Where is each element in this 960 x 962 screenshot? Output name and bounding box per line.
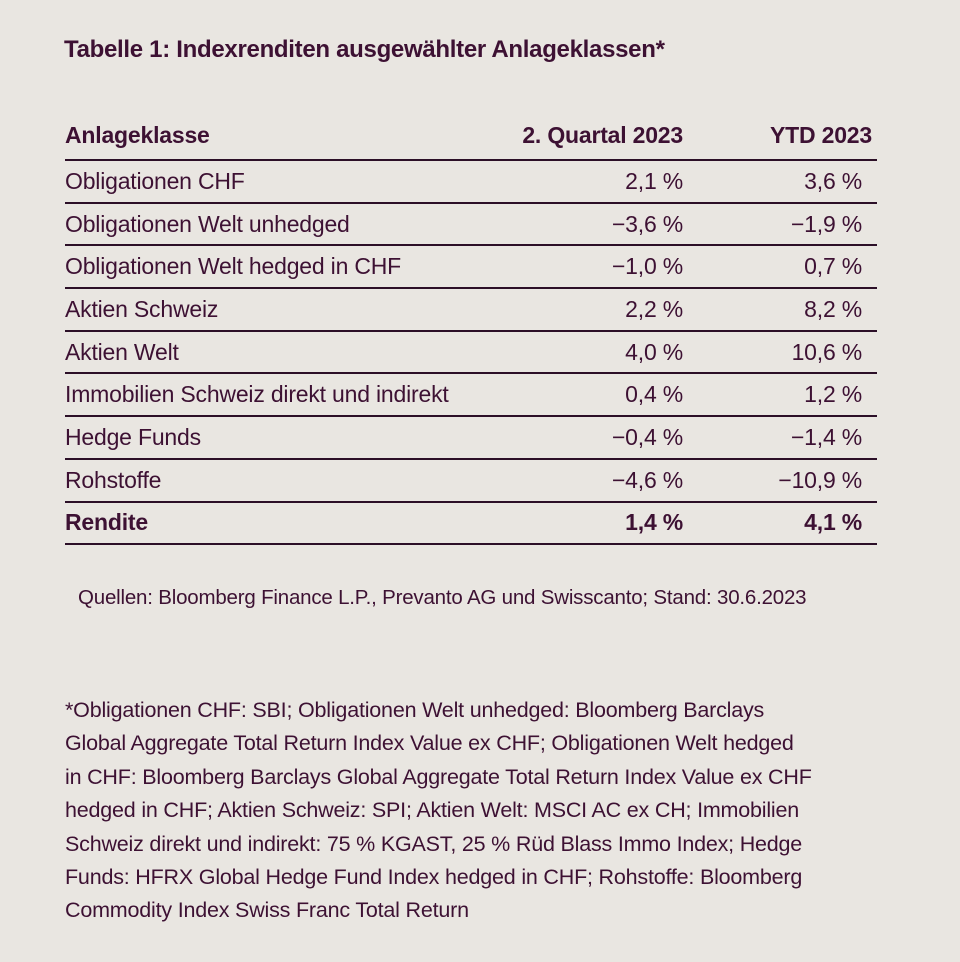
table-row — [65, 245, 877, 288]
q2-value-cell: −3,6 % — [495, 203, 683, 246]
q2-value-cell: −4,6 % — [495, 459, 683, 502]
total-q2-value-cell: 1,4 % — [495, 502, 683, 545]
footnote-line: hedged in CHF; Aktien Schweiz: SPI; Aktien Welt: MSCI AC ex CH; Immobilien — [65, 798, 800, 823]
q2-value-cell: 2,2 % — [495, 288, 683, 331]
asset-class-cell: Immobilien Schweiz direkt und indirekt — [65, 373, 495, 416]
source-note: Quellen: Bloomberg Finance L.P., Prevanto AG und Swisscanto; Stand: 30.6.2023 — [78, 586, 807, 609]
q2-value-cell: 2,1 % — [495, 160, 683, 203]
footnote-line: Schweiz direkt und indirekt: 75 % KGAST, 25 % Rüd Blass Immo Index; Hedge — [65, 831, 803, 856]
total-row — [65, 502, 877, 545]
footnote-line: Global Aggregate Total Return Index Value ex CHF; Obligationen Welt hedged — [65, 731, 794, 756]
asset-class-cell: Obligationen Welt unhedged — [65, 203, 495, 246]
header-row — [65, 116, 877, 160]
table-title: Tabelle 1: Indexrenditen ausgewählter Anlageklassen* — [64, 36, 665, 63]
asset-class-cell: Obligationen CHF — [65, 160, 495, 203]
q2-value-cell: 0,4 % — [495, 373, 683, 416]
table-row — [65, 331, 877, 374]
total-ytd-value-cell: 4,1 % — [683, 502, 877, 545]
ytd-value-cell: 8,2 % — [683, 288, 877, 331]
ytd-value-cell: 10,6 % — [683, 331, 877, 374]
asset-class-cell: Aktien Schweiz — [65, 288, 495, 331]
footnote-line: Funds: HFRX Global Hedge Fund Index hedged in CHF; Rohstoffe: Bloomberg — [65, 865, 803, 890]
table-row — [65, 373, 877, 416]
table-row — [65, 288, 877, 331]
total-label-cell: Rendite — [65, 502, 495, 545]
ytd-value-cell: −1,9 % — [683, 203, 877, 246]
asset-class-cell: Rohstoffe — [65, 459, 495, 502]
table-row — [65, 416, 877, 459]
table-row — [65, 160, 877, 203]
ytd-value-cell: −1,4 % — [683, 416, 877, 459]
asset-class-cell: Aktien Welt — [65, 331, 495, 374]
table-row — [65, 203, 877, 246]
column-header-anlageklasse: Anlageklasse — [65, 116, 495, 160]
column-header-ytd-2023: YTD 2023 — [683, 116, 877, 160]
asset-class-cell: Obligationen Welt hedged in CHF — [65, 245, 495, 288]
footnote — [65, 694, 881, 928]
table-row — [65, 459, 877, 502]
footnote-line: in CHF: Bloomberg Barclays Global Aggregate Total Return Index Value ex CHF — [65, 764, 812, 789]
column-header-q2-2023: 2. Quartal 2023 — [495, 116, 683, 160]
ytd-value-cell: 0,7 % — [683, 245, 877, 288]
index-returns-table — [65, 116, 877, 545]
ytd-value-cell: 3,6 % — [683, 160, 877, 203]
footnote-line: *Obligationen CHF: SBI; Obligationen Welt unhedged: Bloomberg Barclays — [65, 698, 765, 722]
asset-class-cell: Hedge Funds — [65, 416, 495, 459]
ytd-value-cell: −10,9 % — [683, 459, 877, 502]
q2-value-cell: 4,0 % — [495, 331, 683, 374]
ytd-value-cell: 1,2 % — [683, 373, 877, 416]
footnote-line: Commodity Index Swiss Franc Total Return — [65, 898, 469, 923]
q2-value-cell: −1,0 % — [495, 245, 683, 288]
q2-value-cell: −0,4 % — [495, 416, 683, 459]
